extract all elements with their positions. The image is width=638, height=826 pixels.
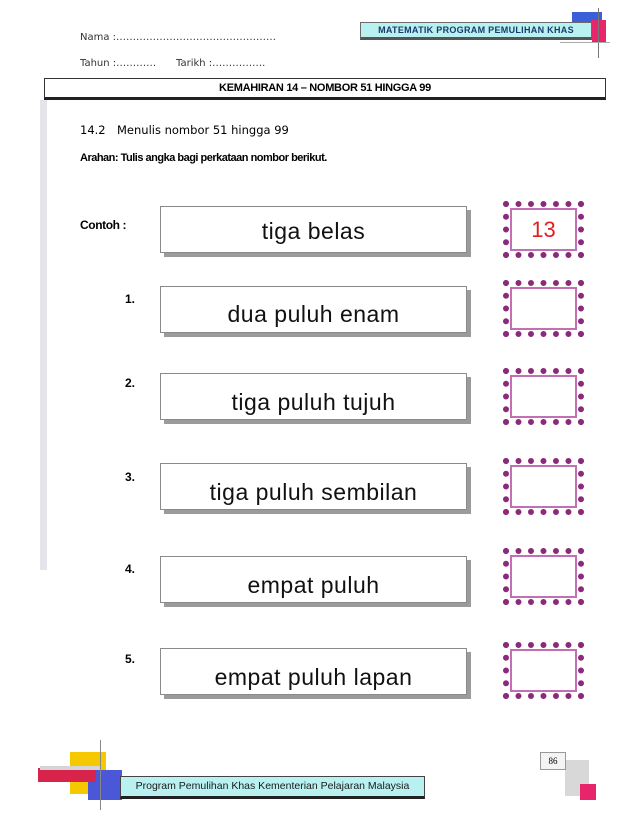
example-answer-box [503,201,584,258]
tahun-field: Tahun :………… [80,58,157,69]
question-3-word-box [160,463,467,510]
skill-title-bar: KEMAHIRAN 14 – NOMBOR 51 HINGGA 99 [44,78,606,100]
section-title: Menulis nombor 51 hingga 99 [117,123,289,137]
footer-banner: Program Pemulihan Khas Kementerian Pelajaran Malaysia [120,776,425,799]
question-5-answer-box[interactable] [503,642,584,699]
question-3-word: tiga puluh sembilan [209,479,418,505]
question-2-word: tiga puluh tujuh [231,389,396,415]
question-1-word-box [160,286,467,333]
question-5-label: 5. [125,652,136,666]
decor-bottom-left-gray [40,766,100,770]
question-4-label: 4. [125,562,136,576]
question-2-label: 2. [125,376,136,390]
left-margin-rule [40,100,47,570]
question-2-answer-box[interactable] [503,368,584,425]
decor-bottom-left-line [100,740,101,810]
nama-field: Nama :………………………………………… [80,32,277,43]
section-number: 14.2 [80,123,106,137]
question-1-word: dua puluh enam [227,301,400,327]
decor-bottom-left-red [38,768,96,782]
decor-bottom-right-pink [580,784,596,800]
example-word: tiga belas [261,218,366,244]
example-word-box [160,206,467,253]
tarikh-field: Tarikh :……………. [176,58,266,69]
decor-top-right-line2 [560,42,610,43]
question-4-word-box [160,556,467,603]
question-3-answer-box[interactable] [503,458,584,515]
question-5-word-box [160,648,467,695]
question-3-label: 3. [125,470,136,484]
question-5-word: empat puluh lapan [214,664,413,690]
decor-top-right-pink [592,20,606,42]
example-label: Contoh : [80,218,127,232]
program-banner: MATEMATIK PROGRAM PEMULIHAN KHAS [360,22,592,40]
example-answer: 13 [531,217,556,242]
instruction-text: Arahan: Tulis angka bagi perkataan nombor berikut. [80,152,327,164]
question-1-answer-box[interactable] [503,280,584,337]
question-2-word-box [160,373,467,420]
question-1-label: 1. [125,292,136,306]
question-4-answer-box[interactable] [503,548,584,605]
question-4-word: empat puluh [247,572,380,598]
decor-top-right-line [598,8,599,58]
page-number: 86 [540,752,566,770]
